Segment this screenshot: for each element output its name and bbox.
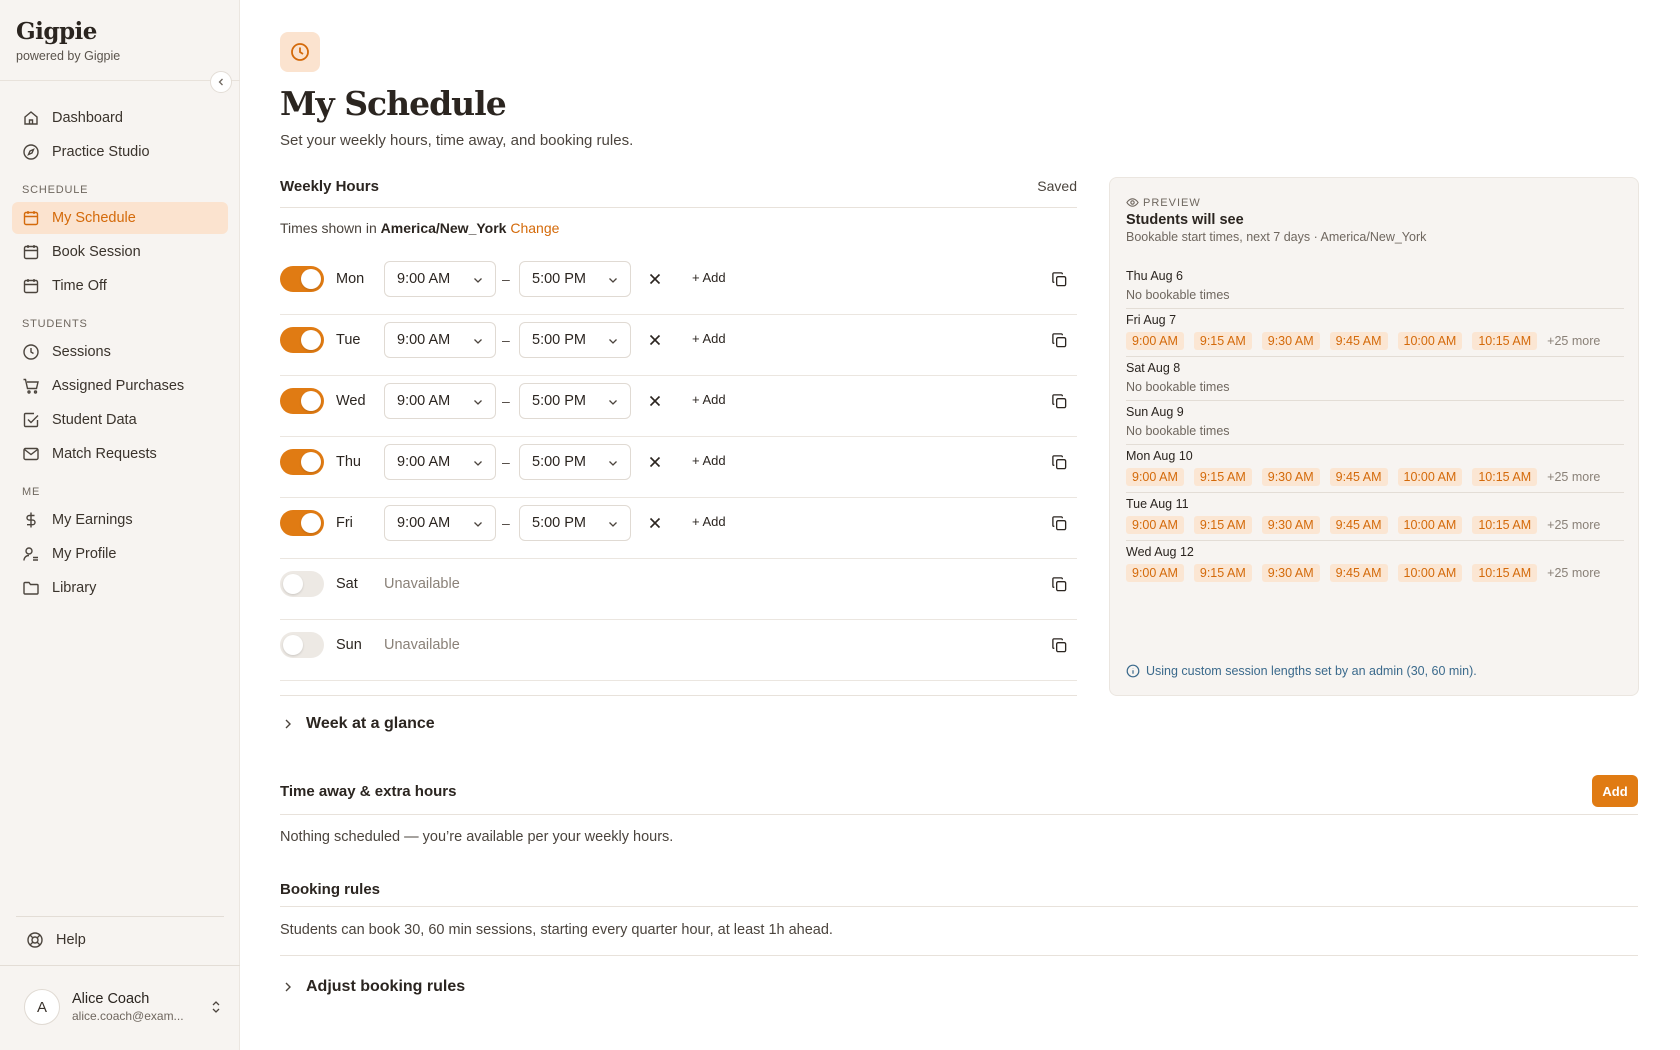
preview-day [1126,357,1624,401]
sidebar-item-dashboard[interactable] [12,102,228,134]
day-toggle[interactable] [280,571,324,597]
remove-range-button[interactable] [645,330,665,350]
chevron-down-icon [606,395,620,409]
time-slot[interactable]: 9:00 AM [1126,468,1184,486]
toggle-knob [301,269,321,289]
sidebar-item-label: Practice Studio [52,144,150,160]
add-range-link[interactable]: + Add [692,331,726,346]
day-row-fri [280,498,1077,559]
no-times-text: No bookable times [1126,288,1230,302]
sidebar-item-label: Match Requests [52,446,157,462]
brand [16,18,120,63]
time-range-dash: – [502,393,510,409]
time-slot[interactable]: 9:15 AM [1194,564,1252,582]
day-toggle[interactable] [280,388,324,414]
help-divider [16,916,224,917]
time-slot[interactable]: 9:30 AM [1262,516,1320,534]
toggle-knob [301,330,321,350]
preview-label-text: PREVIEW [1143,196,1201,209]
close-icon [648,272,662,286]
brand-subtitle: powered by Gigpie [16,49,121,63]
sidebar-item-label: My Profile [52,546,117,562]
preview-day-name: Wed Aug 12 [1126,545,1194,559]
add-time-away-button[interactable]: Add [1592,775,1638,807]
sidebar-item-my-earnings[interactable] [12,504,228,536]
copy-icon [1051,515,1068,532]
no-times-text: No bookable times [1126,380,1230,394]
page-subtitle: Set your weekly hours, time away, and booking rules. [280,132,634,149]
copy-icon [1051,454,1068,471]
end-time-select[interactable] [519,261,631,297]
time-slot[interactable]: 10:15 AM [1472,468,1537,486]
copy-icon [1051,271,1068,288]
day-row-sat [280,559,1077,620]
toggle-knob [283,574,303,594]
time-slot[interactable]: 9:30 AM [1262,468,1320,486]
copy-hours-button[interactable] [1049,574,1069,594]
time-slot[interactable]: 9:00 AM [1126,516,1184,534]
chevron-left-icon [216,77,226,87]
preview-day-name: Sun Aug 9 [1126,405,1184,419]
calendar-icon [22,277,40,295]
weekly-hours-header [280,178,1077,208]
sidebar-section-schedule: SCHEDULE [22,184,89,196]
end-time-select[interactable] [519,444,631,480]
end-time-value: 5:00 PM [532,454,586,470]
chevron-down-icon [606,517,620,531]
time-slot[interactable]: 9:15 AM [1194,516,1252,534]
student-preview-panel [1109,177,1639,696]
sidebar [0,0,240,1050]
time-slot[interactable]: 10:15 AM [1472,564,1537,582]
sidebar-item-label: Sessions [52,344,111,360]
chevron-right-icon [280,979,296,995]
preview-day [1126,265,1624,309]
booking-rules-divider [280,942,1638,956]
preview-day-name: Tue Aug 11 [1126,497,1189,511]
end-time-select[interactable] [519,505,631,541]
more-slots: +25 more [1547,334,1601,348]
copy-hours-button[interactable] [1049,391,1069,411]
time-range-dash: – [502,454,510,470]
start-time-value: 9:00 AM [397,515,451,531]
adjust-booking-rules-toggle[interactable] [280,978,465,996]
week-at-a-glance-toggle[interactable] [280,715,435,733]
time-slot[interactable]: 9:45 AM [1330,516,1388,534]
close-icon [648,394,662,408]
sidebar-item-book-session[interactable] [12,236,228,268]
avatar: A [24,989,60,1025]
end-time-value: 5:00 PM [532,332,586,348]
chevron-down-icon [471,517,485,531]
start-time-select[interactable] [384,322,496,358]
preview-day-name: Thu Aug 6 [1126,269,1183,283]
sidebar-item-time-off[interactable] [12,270,228,302]
preview-note [1126,664,1477,678]
close-icon [648,516,662,530]
remove-range-button[interactable] [645,391,665,411]
remove-range-button[interactable] [645,513,665,533]
unavailable-label: Unavailable [384,576,460,592]
toggle-knob [283,635,303,655]
no-times-text: No bookable times [1126,424,1230,438]
time-slot[interactable]: 9:45 AM [1330,564,1388,582]
preview-day [1126,541,1624,588]
time-slot[interactable]: 10:00 AM [1398,468,1463,486]
sidebar-item-label: My Earnings [52,512,133,528]
sidebar-item-label: Library [52,580,97,596]
weekly-hours-title: Weekly Hours [280,178,379,195]
lifebuoy-icon [26,931,44,949]
start-time-select[interactable] [384,505,496,541]
time-slot[interactable]: 10:15 AM [1472,516,1537,534]
start-time-value: 9:00 AM [397,271,451,287]
preview-day-name: Sat Aug 8 [1126,361,1181,375]
chevron-down-icon [471,395,485,409]
user-menu[interactable] [24,987,224,1027]
timezone-value: America/New_York [380,220,507,236]
sidebar-item-label: Book Session [52,244,141,260]
preview-day-name: Mon Aug 10 [1126,449,1193,463]
preview-day [1126,401,1624,445]
day-row-thu [280,437,1077,498]
add-range-link[interactable]: + Add [692,453,726,468]
user-name: Alice Coach [72,991,150,1007]
brand-divider [0,80,240,81]
save-status: Saved [1037,178,1077,194]
time-slot[interactable]: 9:00 AM [1126,564,1184,582]
chevron-down-icon [471,456,485,470]
check-square-icon [22,411,40,429]
start-time-value: 9:00 AM [397,454,451,470]
preview-note-text: Using custom session lengths set by an admin (30, 60 min). [1146,664,1477,678]
more-slots: +25 more [1547,566,1601,580]
time-range-dash: – [502,332,510,348]
sidebar-item-label: Time Off [52,278,107,294]
change-timezone-link[interactable]: Change [510,220,560,236]
day-row-mon [280,254,1077,315]
day-label: Fri [336,515,353,531]
end-time-select[interactable] [519,383,631,419]
time-slot[interactable]: 9:45 AM [1330,468,1388,486]
weekly-hours-divider [280,695,1077,696]
user-divider [0,965,240,966]
toggle-knob [301,391,321,411]
day-row-wed [280,376,1077,437]
preview-slots [1126,564,1624,582]
add-range-link[interactable]: + Add [692,270,726,285]
copy-icon [1051,576,1068,593]
toggle-knob [301,452,321,472]
time-range-dash: – [502,515,510,531]
clock-icon [289,41,311,63]
schedule-header-icon [280,32,320,72]
end-time-value: 5:00 PM [532,393,586,409]
preview-day [1126,309,1624,357]
dollar-icon [22,511,40,529]
more-slots: +25 more [1547,518,1601,532]
chevron-down-icon [606,273,620,287]
sidebar-section-me: ME [22,486,41,498]
help-link[interactable] [26,931,86,949]
sidebar-item-library[interactable] [12,572,228,604]
preview-slots [1126,332,1624,350]
more-slots: +25 more [1547,470,1601,484]
toggle-knob [301,513,321,533]
copy-icon [1051,393,1068,410]
end-time-select[interactable] [519,322,631,358]
user-icon [22,545,40,563]
mail-icon [22,445,40,463]
sidebar-item-label: Assigned Purchases [52,378,185,394]
timezone-prefix: Times shown in [280,220,377,236]
start-time-select[interactable] [384,444,496,480]
user-info [72,991,208,1023]
time-slot[interactable]: 10:00 AM [1398,516,1463,534]
sidebar-nav [12,102,228,606]
user-email: alice.coach@exam... [72,1009,184,1023]
eye-icon [1126,196,1139,209]
day-toggle[interactable] [280,510,324,536]
copy-hours-button[interactable] [1049,330,1069,350]
sidebar-item-match-requests[interactable] [12,438,228,470]
copy-hours-button[interactable] [1049,635,1069,655]
time-slot[interactable]: 9:00 AM [1126,332,1184,350]
calendar-icon [22,209,40,227]
day-label: Tue [336,332,361,348]
preview-slots [1126,468,1624,486]
sidebar-item-practice-studio[interactable] [12,136,228,168]
sidebar-item-label: Student Data [52,412,137,428]
day-toggle[interactable] [280,327,324,353]
copy-icon [1051,637,1068,654]
preview-day [1126,493,1624,541]
chevron-right-icon [280,716,296,732]
preview-title: Students will see [1126,212,1244,228]
close-icon [648,333,662,347]
sidebar-section-students: STUDENTS [22,318,88,330]
sidebar-item-assigned-purchases[interactable] [12,370,228,402]
chevron-down-icon [606,334,620,348]
preview-day-name: Fri Aug 7 [1126,313,1177,327]
page-title: My Schedule [280,84,506,123]
day-row-sun [280,620,1077,681]
start-time-value: 9:00 AM [397,393,451,409]
time-away-empty: Nothing scheduled — you’re available per your weekly hours. [280,829,674,845]
time-slot[interactable]: 9:30 AM [1262,332,1320,350]
sidebar-item-label: Dashboard [52,110,123,126]
add-range-link[interactable]: + Add [692,392,726,407]
info-icon [1126,664,1140,678]
time-slot[interactable]: 10:15 AM [1472,332,1537,350]
copy-hours-button[interactable] [1049,269,1069,289]
home-icon [22,109,40,127]
day-label: Mon [336,271,365,287]
sidebar-item-my-profile[interactable] [12,538,228,570]
timezone-line [280,220,559,236]
remove-range-button[interactable] [645,269,665,289]
time-slot[interactable]: 9:30 AM [1262,564,1320,582]
chevron-down-icon [471,334,485,348]
day-toggle[interactable] [280,266,324,292]
preview-days [1126,265,1624,588]
adjust-booking-rules-label: Adjust booking rules [306,978,466,995]
copy-hours-button[interactable] [1049,513,1069,533]
clock-icon [22,343,40,361]
booking-rules-header [280,881,1638,907]
week-at-a-glance-label: Week at a glance [306,715,435,732]
folder-icon [22,579,40,597]
chevron-up-down-icon [208,999,224,1015]
sidebar-item-my-schedule[interactable] [12,202,228,234]
day-toggle[interactable] [280,449,324,475]
time-range-dash: – [502,271,510,287]
day-label: Sat [336,576,358,592]
day-toggle[interactable] [280,632,324,658]
sidebar-item-student-data[interactable] [12,404,228,436]
collapse-sidebar-button[interactable] [210,71,232,93]
end-time-value: 5:00 PM [532,515,586,531]
sidebar-item-sessions[interactable] [12,336,228,368]
day-label: Thu [336,454,361,470]
day-row-tue [280,315,1077,376]
time-slot[interactable]: 9:15 AM [1194,332,1252,350]
preview-slots [1126,516,1624,534]
chevron-down-icon [606,456,620,470]
start-time-select[interactable] [384,261,496,297]
start-time-value: 9:00 AM [397,332,451,348]
preview-label [1126,196,1201,209]
preview-day [1126,445,1624,493]
remove-range-button[interactable] [645,452,665,472]
day-label: Sun [336,637,362,653]
copy-hours-button[interactable] [1049,452,1069,472]
end-time-value: 5:00 PM [532,271,586,287]
close-icon [648,455,662,469]
unavailable-label: Unavailable [384,637,460,653]
time-slot[interactable]: 9:45 AM [1330,332,1388,350]
chevron-down-icon [471,273,485,287]
help-label: Help [56,932,86,948]
copy-icon [1051,332,1068,349]
brand-name: Gigpie [16,18,97,45]
compass-icon [22,143,40,161]
time-away-header [280,783,1638,815]
time-slot[interactable]: 9:15 AM [1194,468,1252,486]
time-away-title: Time away & extra hours [280,783,457,800]
time-slot[interactable]: 10:00 AM [1398,564,1463,582]
sidebar-item-label: My Schedule [52,210,136,226]
cart-icon [22,377,40,395]
calendar-icon [22,243,40,261]
preview-subtitle: Bookable start times, next 7 days · America/New_York [1126,230,1427,244]
time-slot[interactable]: 10:00 AM [1398,332,1463,350]
day-label: Wed [336,393,366,409]
add-range-link[interactable]: + Add [692,514,726,529]
booking-rules-title: Booking rules [280,881,381,898]
start-time-select[interactable] [384,383,496,419]
booking-rules-text: Students can book 30, 60 min sessions, starting every quarter hour, at least 1h ahead. [280,922,833,938]
